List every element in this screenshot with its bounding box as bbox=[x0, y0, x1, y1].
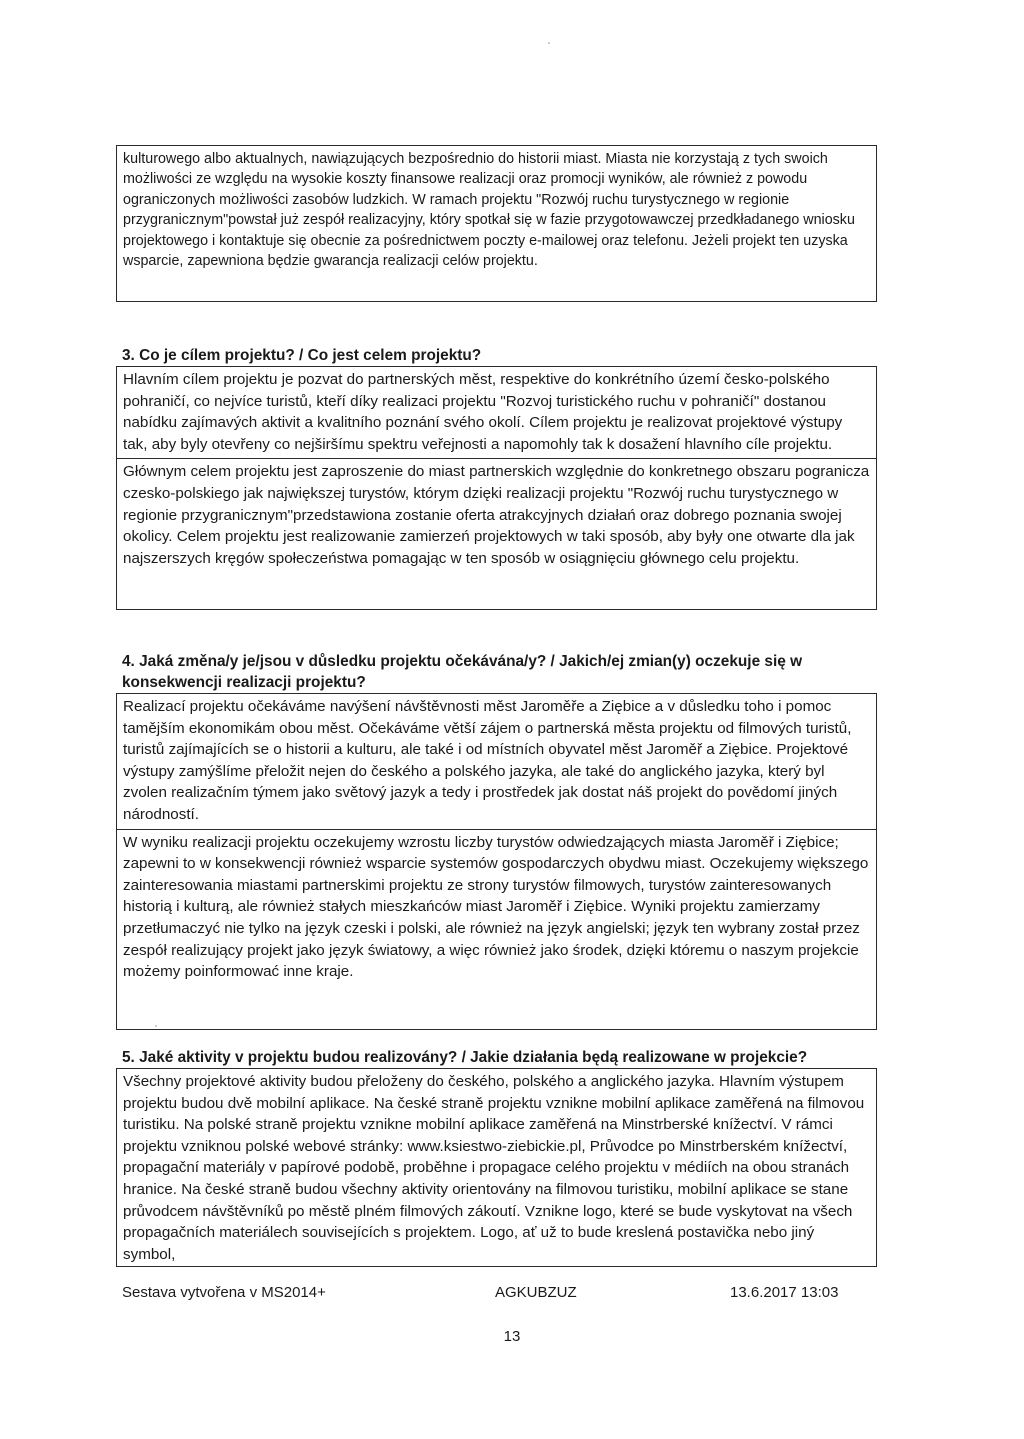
scan-speck bbox=[155, 1025, 157, 1027]
section-5-paragraph-cz: Všechny projektové aktivity budou přeloženy do českého, polského a anglického jazyka. Hlavním výstupem projektu budou dvě mobilní aplikace. Na české straně projektu vznikne mobilní aplikace zaměřená na filmovou turistiku. Na polské straně projektu vznikne mobilní aplikace zaměřená na Minstrberské knížectví. V rámci projektu vzniknou polské webové stránky: www.ksiestwo-ziebickie.pl, Průvodce po Minstrberském knížectví, propagační materiály v papírové podobě, proběhne i propagace celého projektu v médiích na obou stranách hranice. Na české straně budou všechny aktivity orientovány na filmovou turistiku, mobilní aplikace se stane průvodcem návštěvníků po městě plném filmových zákoutí. Vznikne logo, které se bude vyskytovat na všech propagačních materiálech souvisejících s projektem. Logo, ať už to bude kreslená postavička nebo jiný symbol, bbox=[123, 1073, 865, 1263]
section-4-paragraph-pl: W wyniku realizacji projektu oczekujemy wzrostu liczby turystów odwiedzających miasta Jaroměř i Ziębice; zapewni to w konsekwencji również wsparcie systemów gospodarczych obydwu miast. Oczekujemy większego zainteresowania miastami partnerskimi projektu ze strony turystów filmowych, turystów zainteresowanych historią i kulturą, ale również stałych mieszkańców miast Jaroměř i Ziębice. Wyniki projektu zamierzamy przetłumaczyć nie tylko na język czeski i polski, ale również na język angielski; język ten wybrany został przez zespół realizujący projekt jako język światowy, a więc również jako środek, dzięki któremu o naszym projekcie możemy poinformować inne kraje. bbox=[117, 829, 876, 986]
section-3-box bbox=[116, 366, 877, 610]
section-3-paragraph-pl: Głównym celem projektu jest zaproszenie do miast partnerskich względnie do konkretnego obszaru pogranicza czesko-polskiego jak największej turystów, którym dzięki realizacji projektu "Rozwój ruchu turystycznego w regionie przygranicznym"przedstawiona zostanie oferta atrakcyjnych działań oraz dobrego poznania swojej okolicy. Celem projektu jest realizowanie zamierzeń projektowych w taki sposób, aby były one otwarte dla jak najszerszych kręgów społeczeństwa pomagając w ten sposób w osiągnięciu głównego celu projektu. bbox=[117, 458, 876, 572]
page-number: 13 bbox=[503, 1328, 521, 1345]
section-4-heading: 4. Jaká změna/y je/jsou v důsledku projektu očekávána/y? / Jakich/ej zmian(y) oczekuje się w konsekwencji realizacji projektu? bbox=[122, 653, 803, 691]
section-4-paragraph-cz: Realizací projektu očekáváme navýšení návštěvnosti měst Jaroměře a Ziębice a v důsledku toho i pomoc tamějším ekonomikám obou měst. Očekáváme větší zájem o partnerská města projektu od filmových turistů, turistů zajímajících se o historii a kulturu, ale také i od místních obyvatel měst Jaroměř a Ziębice. Projektové výstupy zamýšlíme přeložit nejen do českého a polského jazyka, ale také do anglického jazyka, který byl zvolen realizačním týmem jako světový jazyk a tedy i prostředek jak dostat náš projekt do povědomí jiných národností. bbox=[123, 698, 852, 823]
scan-speck bbox=[548, 42, 550, 44]
continuation-paragraph: kulturowego albo aktualnych, nawiązujących bezpośrednio do historii miast. Miasta nie korzystają z tych swoich możliwości ze względu na wysokie koszty finansowe realizacji oraz promocji wyników, ale również z powodu ograniczonych możliwości zasobów ludzkich. W ramach projektu "Rozwój ruchu turystycznego w regionie przygranicznym"powstał już zespół realizacyjny, który spotkał się w fazie przygotowawczej przedkładanego wniosku projektowego i kontaktuje się obecnie za pośrednictwem poczty e-mailowej oraz telefonu. Jeżeli projekt ten uzyska wsparcie, zapewniona będzie gwarancja realizacji celów projektu. bbox=[123, 151, 855, 270]
section-3-heading: 3. Co je cílem projektu? / Co jest celem projektu? bbox=[122, 347, 482, 364]
footer-timestamp: 13.6.2017 13:03 bbox=[730, 1284, 839, 1301]
section-5-heading: 5. Jaké aktivity v projektu budou realizovány? / Jakie działania będą realizowane w projekcie? bbox=[122, 1049, 808, 1066]
section-4-box bbox=[116, 693, 877, 1030]
section-3-paragraph-cz: Hlavním cílem projektu je pozvat do partnerských měst, respektive do konkrétního území česko-polského pohraničí, co nejvíce turistů, kteří díky realizaci projektu "Rozvoj turistického ruchu v pohraničí" dostanou nabídku zajímavých aktivit a kvalitního poznání svého okolí. Cílem projektu je realizovat projektové výstupy tak, aby byly otevřeny co nejširšímu spektru veřejnosti a napomohly tak k dosažení hlavního cíle projektu. bbox=[123, 371, 843, 453]
continuation-box bbox=[116, 145, 877, 302]
section-5-box bbox=[116, 1068, 877, 1267]
footer-report-label: Sestava vytvořena v MS2014+ bbox=[122, 1284, 326, 1301]
footer-code: AGKUBZUZ bbox=[495, 1284, 577, 1301]
